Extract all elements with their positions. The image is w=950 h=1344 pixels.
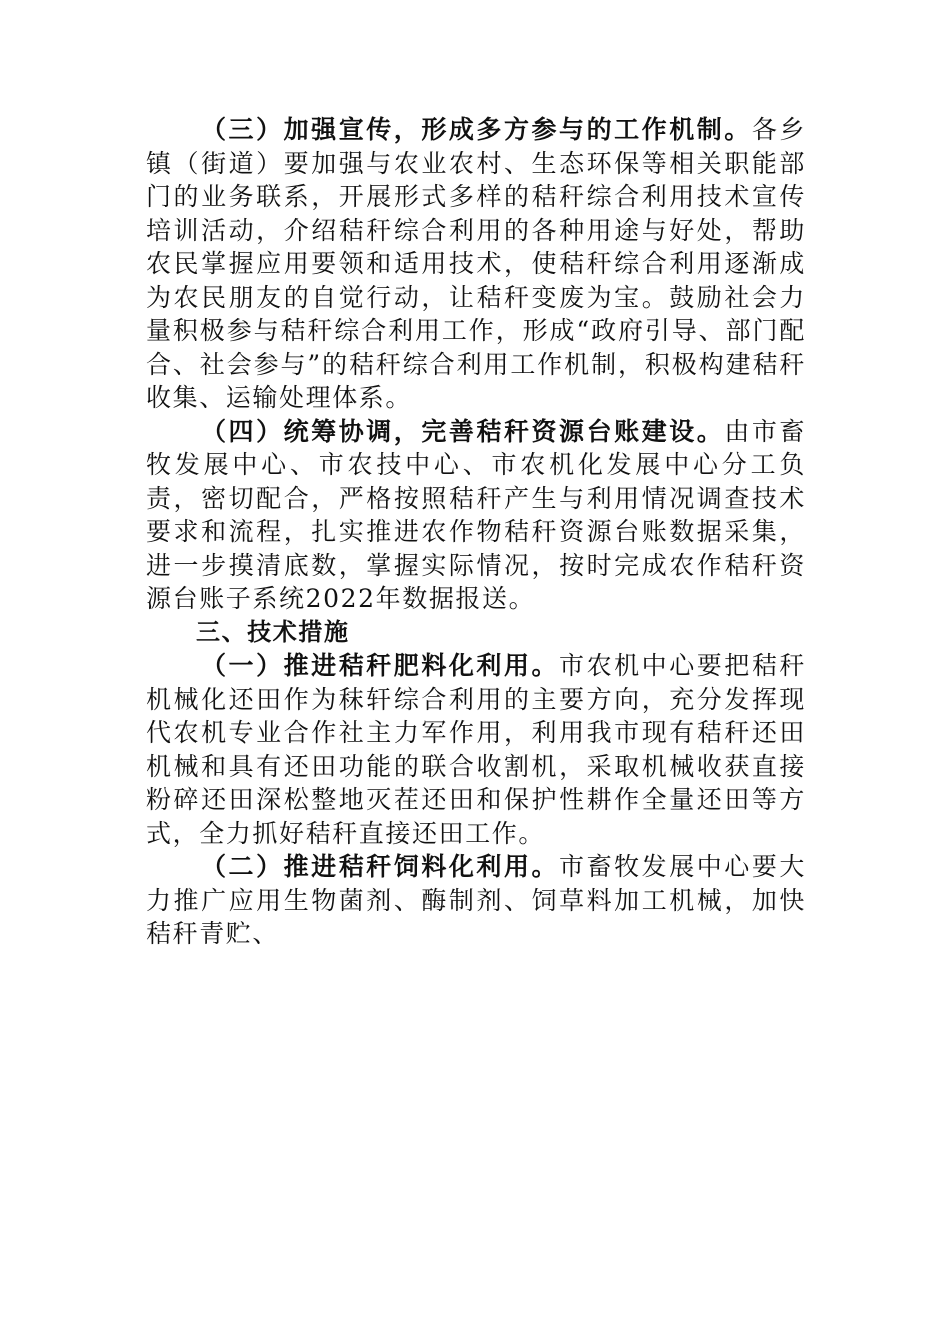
paragraph-coordination (146, 415, 806, 616)
paragraph-lead: （二）推进秸秆饲料化利用。 (201, 852, 560, 881)
paragraph-lead: （四）统筹协调，完善秸秆资源台账建设。 (201, 416, 725, 446)
paragraph-text: 市畜牧发展中心要大力推广应用生物菌剂、酶制剂、饲草料加工机械，加快秸秆青贮、 (146, 852, 806, 948)
paragraph-text: 各乡镇（街道）要加强与农业农村、生态环保等相关职能部门的业务联系，开展形式多样的秸秆综合利用技术宣传培训活动，介绍秸秆综合利用的各种用途与好处，帮助农民掌握应用要领和适用技术，使秸秆综合利用逐渐成为农民朋友的自觉行动，让秸秆变废为宝。鼓励社会力量积极参与秸秆综合利用工作，形成“政府引导、部门配合、社会参与”的秸秆综合利用工作机制，积极构建秸秆收集、运输处理体系。 (146, 115, 806, 412)
section-heading: 三、技术措施 (196, 617, 350, 646)
paragraph-lead: （三）加强宣传，形成多方参与的工作机制。 (201, 115, 752, 144)
paragraph-lead: （一）推进秸秆肥料化利用。 (201, 651, 560, 680)
paragraph-fertilizer (146, 649, 806, 850)
paragraph-text: 市农机中心要把秸秆机械化还田作为秣轩综合利用的主要方向，充分发挥现代农机专业合作社主力军作用，利用我市现有秸秆还田机械和具有还田功能的联合收割机，采取机械收获直接粉碎还田深松整地灭茬还田和保护性耕作全量还田等方式，全力抓好秸秆直接还田工作。 (146, 651, 806, 848)
paragraph-publicity (146, 113, 806, 415)
document-body (146, 113, 806, 951)
paragraph-feed (146, 850, 806, 951)
paragraph-text: 由市畜牧发展中心、市农技中心、市农机化发展中心分工负责，密切配合，严格按照秸秆产生与利用情况调查技术要求和流程，扎实推进农作物秸秆资源台账数据采集，进一步摸清底数，掌握实际情况，按时完成农作秸秆资源台账子系统2022年数据报送。 (146, 416, 806, 613)
